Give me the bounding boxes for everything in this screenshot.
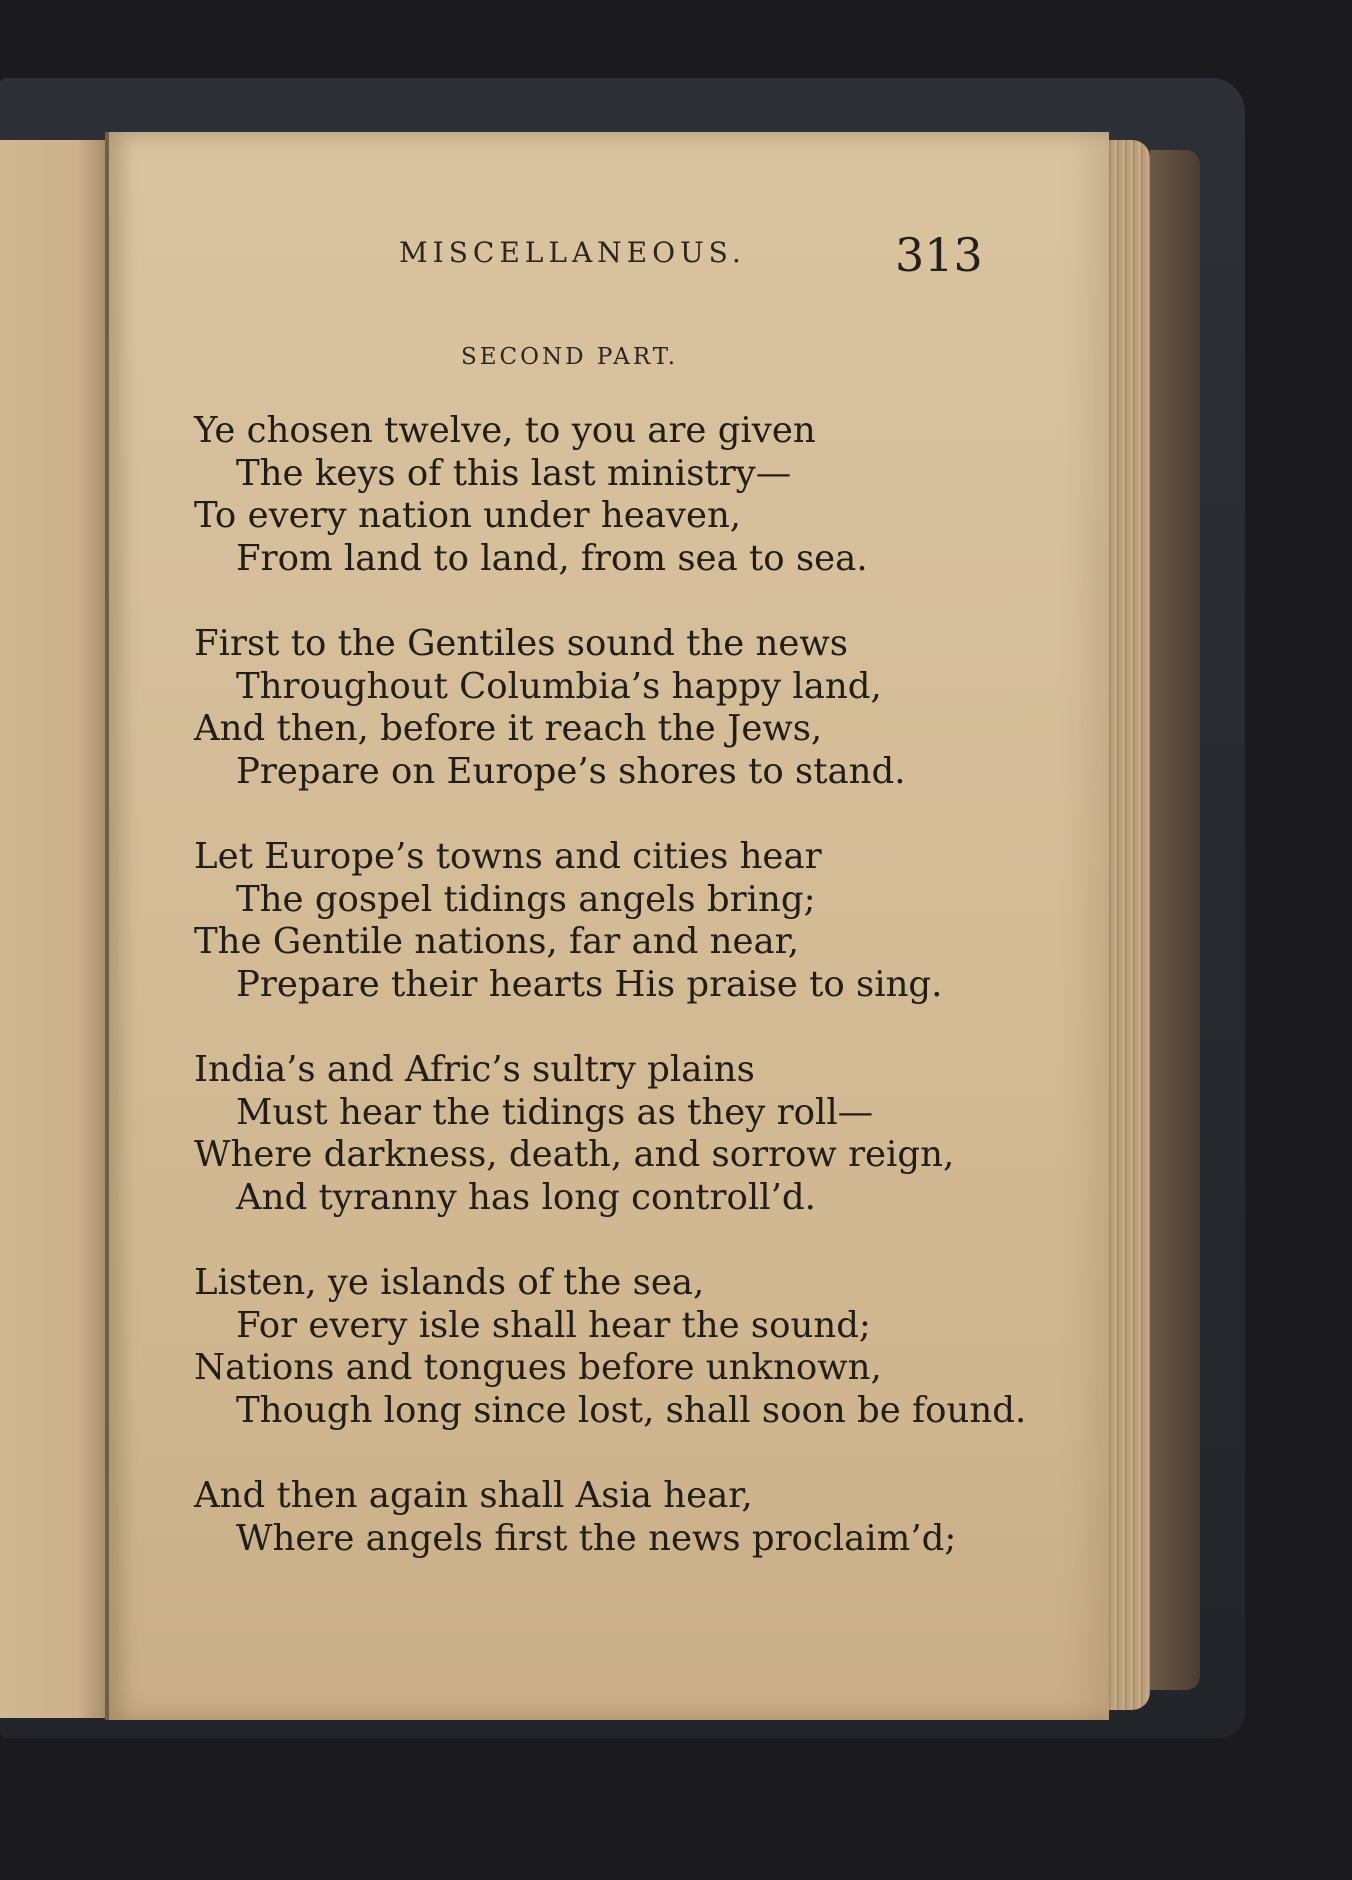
stanza [194, 1049, 1054, 1219]
poem-line: Prepare on Europe’s shores to stand. [236, 750, 906, 792]
cover-inner-edge [1150, 150, 1200, 1690]
left-page-edge [0, 140, 113, 1718]
poem-line: First to the Gentiles sound the news [194, 623, 849, 664]
stanza [194, 410, 1054, 580]
poem-line: Prepare their hearts His praise to sing. [236, 963, 943, 1005]
poem-line: The gospel tidings angels bring; [236, 878, 816, 920]
poem-line: Let Europe’s towns and cities hear [194, 836, 822, 877]
poem [194, 410, 1054, 1603]
poem-line: Where darkness, death, and sorrow reign, [194, 1134, 955, 1175]
book-page [105, 132, 1109, 1720]
poem-line: Ye chosen twelve, to you are given [194, 410, 816, 451]
poem-line: From land to land, from sea to sea. [236, 537, 868, 579]
section-title: SECOND PART. [461, 344, 679, 370]
poem-line: For every isle shall hear the sound; [236, 1304, 871, 1346]
poem-line: Where angels first the news proclaim’d; [236, 1517, 957, 1559]
stanza [194, 1475, 1054, 1560]
poem-line: To every nation under heaven, [194, 495, 742, 536]
poem-line: And tyranny has long controll’d. [236, 1176, 816, 1218]
stanza [194, 1262, 1054, 1432]
poem-line: Throughout Columbia’s happy land, [236, 665, 882, 707]
poem-line: Must hear the tidings as they roll— [236, 1091, 874, 1133]
stanza [194, 836, 1054, 1006]
poem-line: Listen, ye islands of the sea, [194, 1262, 705, 1303]
poem-line: The keys of this last ministry— [236, 452, 792, 494]
running-head: MISCELLANEOUS. [399, 236, 746, 269]
stanza [194, 623, 1054, 793]
poem-line: India’s and Afric’s sultry plains [194, 1049, 755, 1090]
poem-line: And then again shall Asia hear, [194, 1475, 753, 1516]
poem-line: Nations and tongues before unknown, [194, 1347, 882, 1388]
page-number: 313 [895, 228, 983, 282]
poem-line: The Gentile nations, far and near, [194, 921, 799, 962]
poem-line: Though long since lost, shall soon be found. [236, 1389, 1027, 1431]
poem-line: And then, before it reach the Jews, [194, 708, 823, 749]
